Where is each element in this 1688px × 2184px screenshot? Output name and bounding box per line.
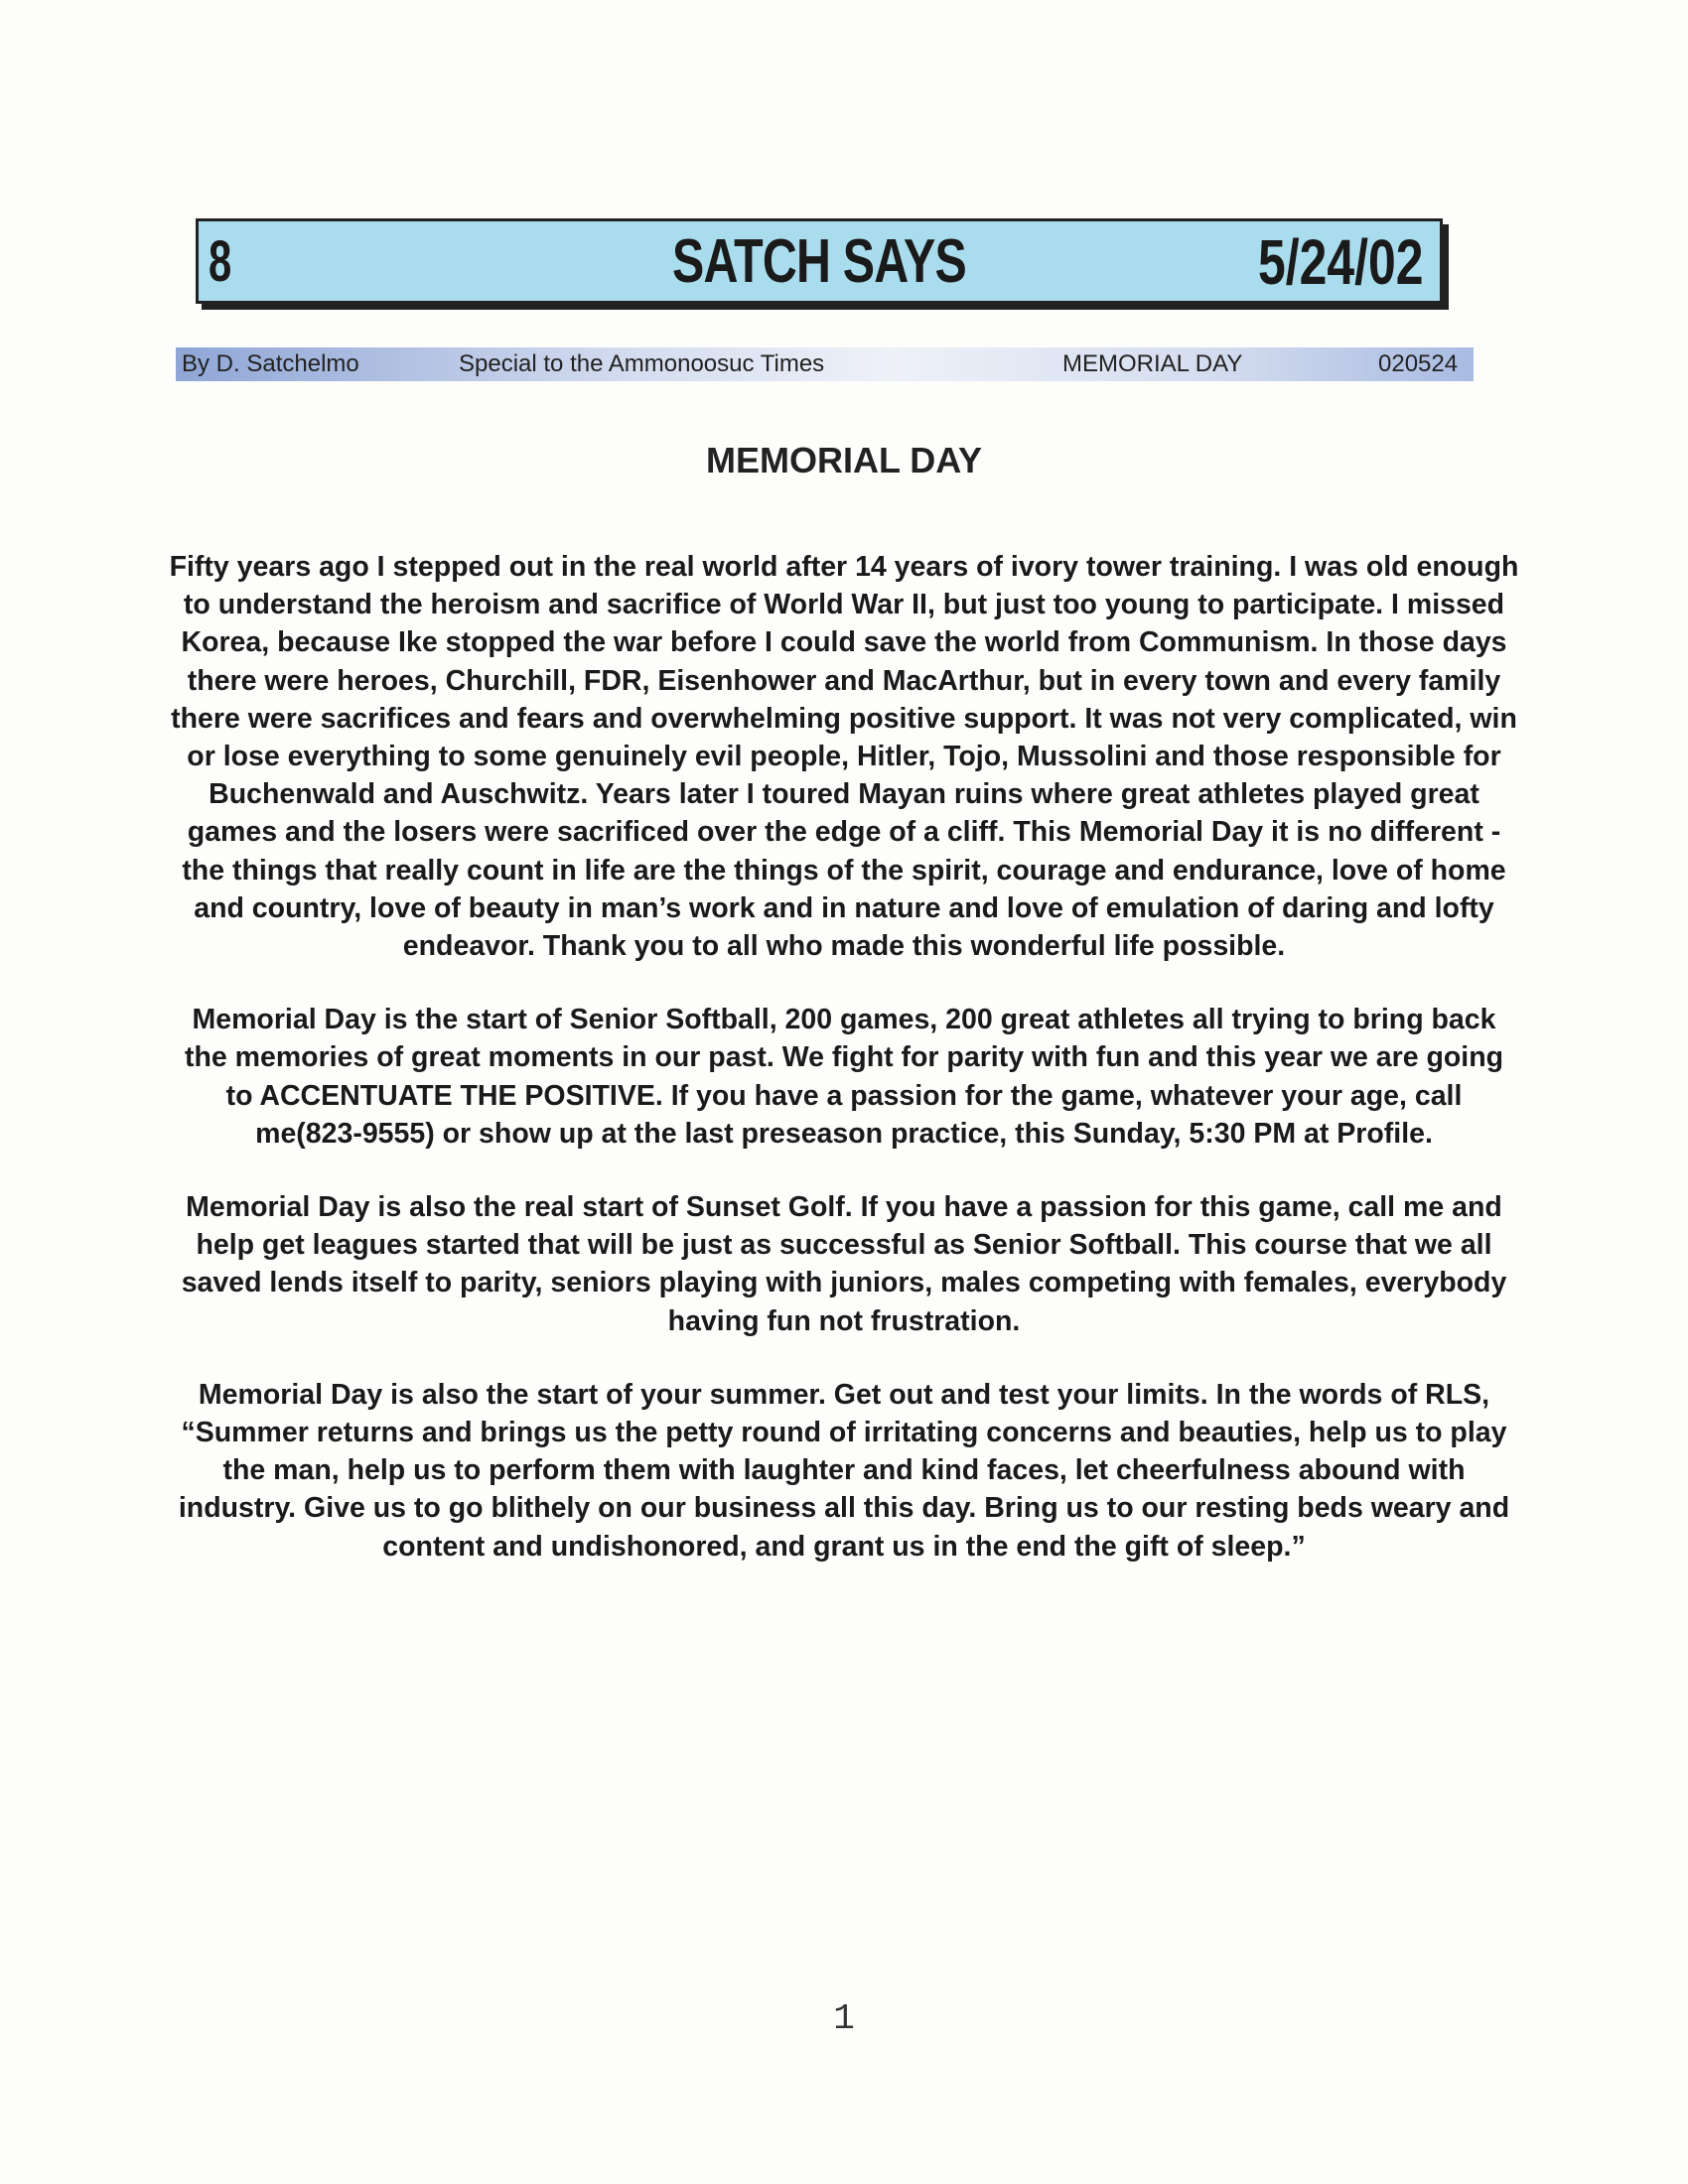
article-title: MEMORIAL DAY xyxy=(705,440,983,480)
issue-number: 8 xyxy=(209,229,232,294)
issue-date: 5/24/02 xyxy=(1258,226,1424,298)
paragraph-4: Memorial Day is also the start of your summer. Get out and test your limits. In the words of RLS, “Summer returns and brings us the petty round of irritating concerns and beauties, help us to play the man, help us to perform them with laughter and kind faces, let cheerfulness abound with industry. Give us to go blithely on our business all this day. Bring us to our resting beds weary and content and undishonored, and grant us in the end the gift of sleep.” xyxy=(178,1378,1510,1563)
byline-code: 020524 xyxy=(1378,350,1459,377)
byline-topic: MEMORIAL DAY xyxy=(1062,350,1243,377)
byline-bar xyxy=(176,347,1474,381)
page-number: 1 xyxy=(833,1998,855,2039)
paragraph-1: Fifty years ago I stepped out in the real world after 14 years of ivory tower training. I was old enough to understand the heroism and sacrifice of World War II, but just too young to participate. I missed Korea, because Ike stopped the war before I could save the world from Communism. In those days there were heroes, Churchill, FDR, Eisenhower and MacArthur, but in every town and every family there were sacrifices and fears and overwhelming positive support. It was not very complicated, win or lose everything to some genuinely evil people, Hitler, Tojo, Mussolini and those responsible for Buchenwald and Auschwitz. Years later I toured Mayan ruins where great athletes played great games and the losers were sacrificed over the edge of a cliff. This Memorial Day it is no different - the things that really count in life are the things of the spirit, courage and endurance, love of home and country, love of beauty in man’s work and in nature and love of emulation of daring and lofty endeavor. Thank you to all who made this wonderful life possible. xyxy=(169,551,1519,963)
byline-publication: Special to the Ammonoosuc Times xyxy=(459,350,825,377)
header-banner xyxy=(196,218,1443,304)
article-body xyxy=(169,548,1519,1601)
paragraph-2: Memorial Day is the start of Senior Softball, 200 games, 200 great athletes all trying to bring back the memories of great moments in our past. We fight for parity with fun and this year we are going to ACCENTUATE THE POSITIVE. If you have a passion for the game, whatever your age, call me(823-9555) or show up at the last preseason practice, this Sunday, 5:30 PM at Profile. xyxy=(184,1004,1504,1150)
column-title: SATCH SAYS xyxy=(672,227,966,296)
byline-author: By D. Satchelmo xyxy=(182,350,359,377)
paragraph-3: Memorial Day is also the real start of Sunset Golf. If you have a passion for this game, call me and help get leagues started that will be just as successful as Senior Softball. This course that we all saved lends itself to parity, seniors playing with juniors, males competing with females, everybody having fun not frustration. xyxy=(181,1191,1507,1337)
